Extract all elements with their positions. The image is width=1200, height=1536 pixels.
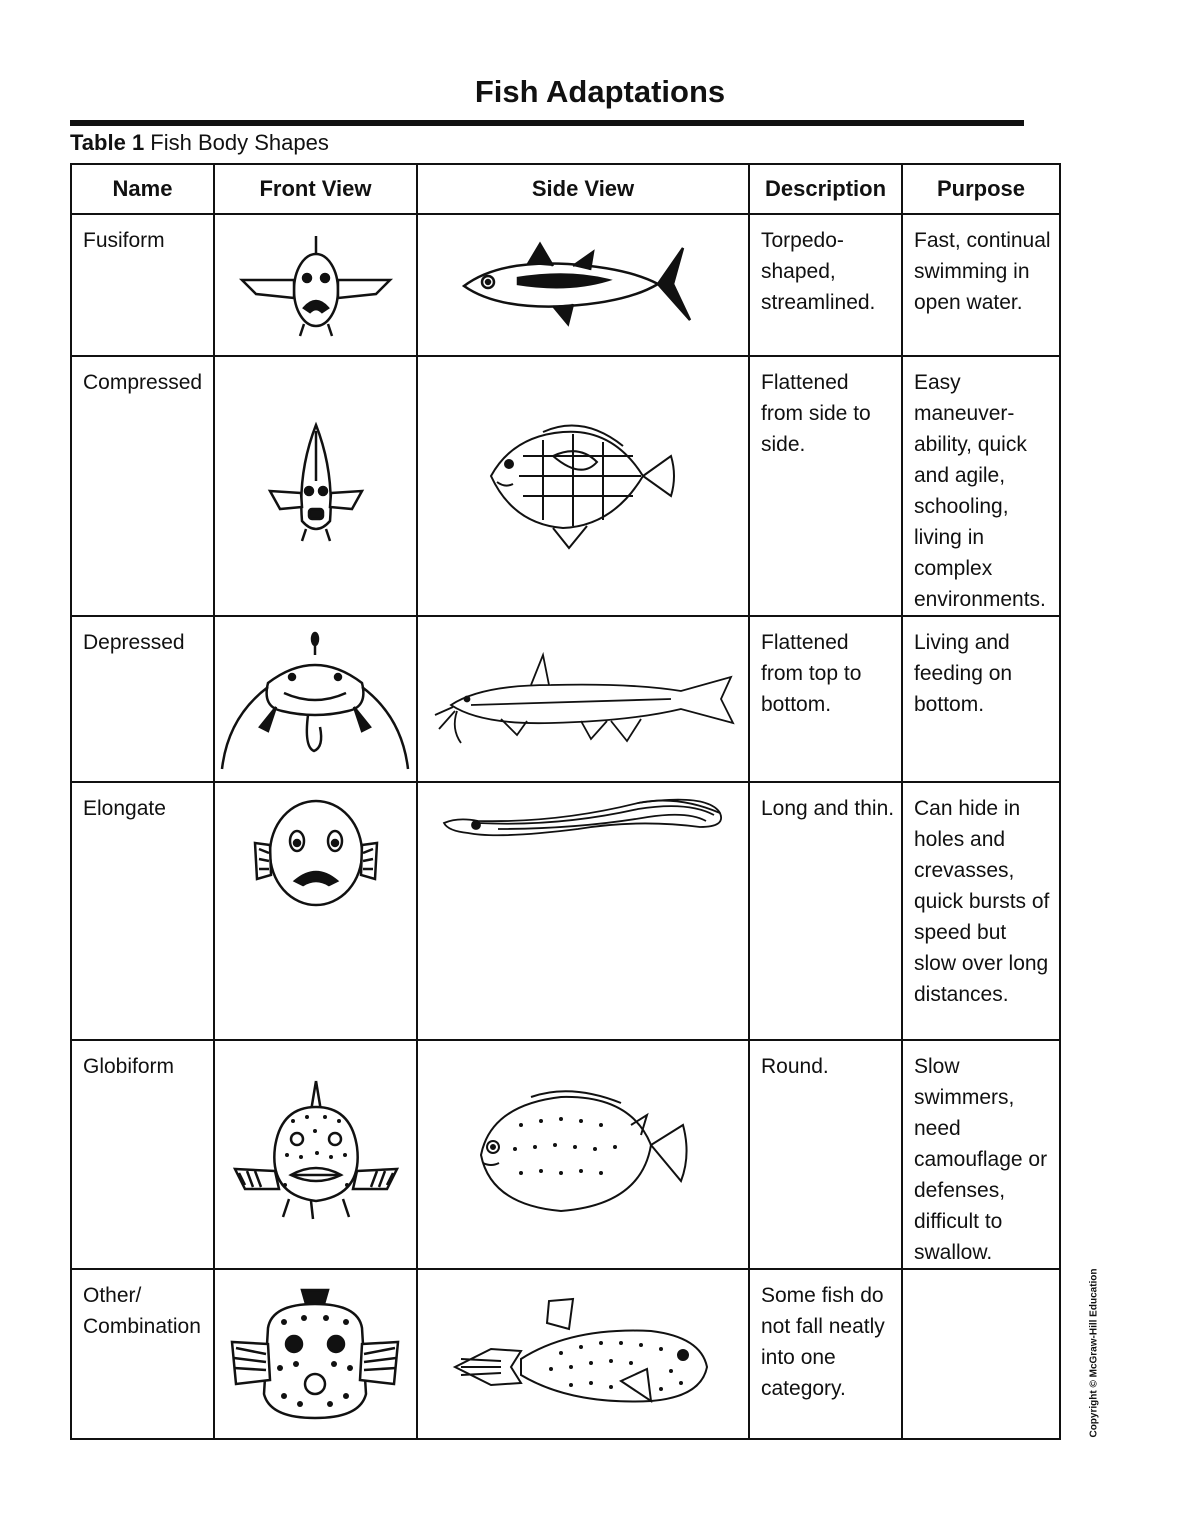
- row-purpose: Fast, continual swimming in open water.: [902, 214, 1060, 356]
- row-purpose: Living and feeding on bottom.: [902, 616, 1060, 782]
- row-name: Fusiform: [71, 214, 214, 356]
- front-view-cell: [214, 782, 417, 1040]
- table-row: [71, 356, 1060, 616]
- front-view-cell: [214, 214, 417, 356]
- header-name: Name: [71, 164, 214, 214]
- compressed-front-view-image: [256, 421, 376, 551]
- table-row: [71, 1040, 1060, 1269]
- side-view-cell: [417, 616, 749, 782]
- row-description: Long and thin.: [749, 782, 902, 1040]
- row-purpose: Easy maneuver-ability, quick and agile, schooling, living in complex environments.: [902, 356, 1060, 616]
- combination-front-view-image: [228, 1284, 403, 1424]
- fusiform-front-view-image: [236, 228, 396, 343]
- row-purpose: Slow swimmers, need camouflage or defenses, difficult to swallow.: [902, 1040, 1060, 1269]
- table-row: [71, 1269, 1060, 1439]
- row-description: Flattened from side to side.: [749, 356, 902, 616]
- row-description: Torpedo-shaped, streamlined.: [749, 214, 902, 356]
- header-purpose: Purpose: [902, 164, 1060, 214]
- table-row: [71, 616, 1060, 782]
- copyright-notice: [1084, 1267, 1104, 1438]
- side-view-cell: [417, 1040, 749, 1269]
- side-view-cell: [417, 1269, 749, 1439]
- combination-side-view-image: [451, 1297, 716, 1412]
- table-row: [71, 782, 1060, 1040]
- row-name: Other/ Combination: [71, 1269, 214, 1439]
- front-view-cell: [214, 1040, 417, 1269]
- table-caption: [70, 130, 329, 156]
- globiform-front-view-image: [231, 1077, 401, 1232]
- row-description: Flattened from top to bottom.: [749, 616, 902, 782]
- row-purpose: Can hide in holes and crevasses, quick bursts of speed but slow over long distances.: [902, 782, 1060, 1040]
- side-view-cell: [417, 782, 749, 1040]
- depressed-front-view-image: [218, 627, 413, 772]
- table-caption-label: Table 1: [70, 130, 145, 155]
- fish-body-shapes-table: [70, 163, 1061, 1440]
- copyright-text: Copyright © McGraw-Hill Education: [1088, 1267, 1100, 1438]
- header-description: Description: [749, 164, 902, 214]
- fusiform-side-view-image: [458, 240, 708, 330]
- globiform-side-view-image: [471, 1085, 696, 1225]
- compressed-side-view-image: [483, 416, 683, 556]
- row-purpose: [902, 1269, 1060, 1439]
- header-front-view: Front View: [214, 164, 417, 214]
- elongate-side-view-image: [438, 793, 728, 843]
- row-description: Round.: [749, 1040, 902, 1269]
- row-name: Elongate: [71, 782, 214, 1040]
- table-caption-text: Fish Body Shapes: [144, 130, 329, 155]
- row-name: Compressed: [71, 356, 214, 616]
- row-description: Some fish do not fall neatly into one category.: [749, 1269, 902, 1439]
- header-side-view: Side View: [417, 164, 749, 214]
- front-view-cell: [214, 1269, 417, 1439]
- depressed-side-view-image: [431, 649, 736, 749]
- title-divider: [70, 120, 1024, 126]
- side-view-cell: [417, 214, 749, 356]
- table-row: [71, 214, 1060, 356]
- front-view-cell: [214, 616, 417, 782]
- row-name: Globiform: [71, 1040, 214, 1269]
- page-title: Fish Adaptations: [474, 74, 726, 109]
- elongate-front-view-image: [251, 793, 381, 913]
- row-name: Depressed: [71, 616, 214, 782]
- front-view-cell: [214, 356, 417, 616]
- table-header-row: [71, 164, 1060, 214]
- side-view-cell: [417, 356, 749, 616]
